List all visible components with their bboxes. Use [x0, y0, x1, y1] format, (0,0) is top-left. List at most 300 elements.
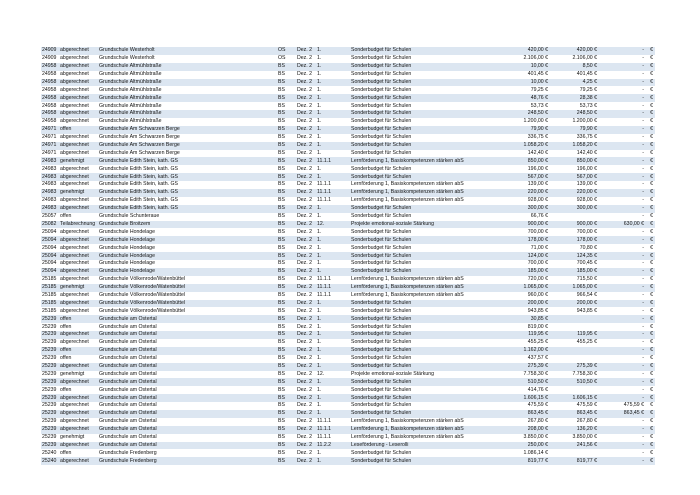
cell-status: abgerechnet — [59, 94, 98, 102]
table-row — [41, 426, 655, 434]
cell-status: genehmigt — [59, 284, 98, 292]
cell-purpose: Sonderbudget für Schulen — [351, 134, 412, 141]
cell-amount-requested: 943,85 € — [527, 307, 548, 314]
cell-status: abgerechnet — [60, 55, 89, 62]
cell-code: 11.2.2 — [316, 442, 350, 450]
cell-type: BS — [278, 323, 285, 330]
cell-amount-approved: 196,00 € — [576, 165, 597, 172]
cell-id: 25239 — [42, 433, 57, 440]
cell-date: Dez. 2 — [296, 331, 316, 339]
table-row — [41, 181, 655, 189]
cell-amount-billed: - — [598, 47, 645, 55]
cell-amount-requested: 1.200,00 € — [523, 118, 548, 125]
cell-purpose: Sonderbudget für Schulen — [351, 165, 412, 172]
cell-amount-requested: 863,45 € — [490, 410, 549, 418]
cell-code: 1. — [316, 347, 350, 355]
table-row — [41, 378, 655, 386]
cell-type: BS — [277, 142, 296, 150]
cell-amount-requested: 178,00 € — [490, 236, 549, 244]
cell-date: Dez. 2 — [297, 276, 312, 283]
cell-code: 12. — [316, 221, 350, 229]
cell-code: 11.1.1 — [317, 197, 332, 204]
table-row — [41, 363, 655, 371]
cell-code: 1. — [316, 63, 350, 71]
cell-amount-requested: 200,00 € — [490, 300, 549, 308]
cell-currency: € — [645, 363, 655, 371]
cell-school: Grundschule Westerholt — [99, 55, 155, 62]
cell-amount-billed: - — [598, 252, 645, 260]
cell-type: BS — [277, 94, 296, 102]
cell-type: BS — [277, 236, 296, 244]
cell-date: Dez. 2 — [296, 189, 316, 197]
cell-school: Grundschule am Ostertal — [98, 315, 277, 323]
cell-currency: € — [645, 426, 655, 434]
cell-purpose: Lernförderung 1, Basiskompetenzen stärken abS — [350, 284, 490, 292]
cell-type: BS — [278, 181, 285, 188]
cell-school: Grundschule am Ostertal — [98, 363, 277, 371]
cell-purpose: Sonderbudget für Schulen — [350, 173, 490, 181]
cell-id: 24958 — [41, 110, 59, 118]
cell-type: OS — [278, 55, 286, 62]
cell-amount-billed: - — [598, 347, 645, 355]
cell-id: 24983 — [41, 205, 59, 213]
cell-currency: € — [650, 307, 653, 314]
cell-id: 25239 — [41, 394, 59, 402]
cell-status: abgerechnet — [60, 118, 89, 125]
cell-amount-approved: 241,56 € — [549, 442, 598, 450]
cell-amount-requested: 437,57 € — [527, 355, 548, 362]
cell-amount-billed: - — [598, 189, 645, 197]
cell-status: offen — [60, 386, 72, 393]
cell-date: Dez. 2 — [296, 300, 316, 308]
cell-id: 24958 — [41, 79, 59, 87]
cell-type: BS — [277, 173, 296, 181]
table-row — [41, 244, 655, 252]
cell-amount-billed: - — [598, 426, 645, 434]
cell-code: 1. — [316, 410, 350, 418]
cell-amount-billed: - — [642, 71, 644, 78]
cell-currency: € — [650, 134, 653, 141]
table-row — [41, 315, 655, 323]
cell-amount-requested: 10,00 € — [490, 79, 549, 87]
cell-status: abgerechnet — [60, 197, 89, 204]
cell-amount-billed: - — [598, 457, 645, 465]
cell-amount-approved: 420,00 € — [549, 47, 598, 55]
cell-status: offen — [60, 449, 72, 456]
table-row — [41, 307, 655, 315]
cell-amount-approved: 900,00 € — [549, 221, 598, 229]
cell-date: Dez. 2 — [297, 55, 312, 62]
cell-date: Dez. 2 — [297, 197, 312, 204]
cell-school: Grundschule Hondelage — [99, 228, 155, 235]
cell-purpose: Projekte emotional-soziale Stärkung — [350, 221, 490, 229]
table-row — [41, 157, 655, 165]
cell-school: Grundschule Altmühlstraße — [98, 79, 277, 87]
cell-school: Grundschule am Ostertal — [98, 442, 277, 450]
cell-date: Dez. 2 — [296, 221, 316, 229]
cell-school: Grundschule Westerholt — [98, 47, 277, 55]
cell-amount-billed: - — [598, 363, 645, 371]
cell-school: Grundschule Am Schwarzen Berge — [98, 142, 277, 150]
cell-amount-billed: - — [598, 331, 645, 339]
table-row — [41, 449, 655, 457]
table-row — [41, 252, 655, 260]
cell-amount-billed: - — [642, 213, 644, 220]
cell-amount-billed: - — [642, 323, 644, 330]
cell-amount-approved: 70,80 € — [579, 244, 597, 251]
cell-code: 1. — [316, 142, 350, 150]
cell-type: BS — [278, 134, 285, 141]
table-row — [41, 228, 655, 236]
table-row — [41, 110, 655, 118]
cell-date: Dez. 2 — [297, 291, 312, 298]
cell-id: 25239 — [42, 402, 57, 409]
cell-date: Dez. 2 — [296, 252, 316, 260]
cell-code: 11.1.1 — [317, 276, 332, 283]
cell-id: 25239 — [41, 315, 59, 323]
cell-amount-requested: 336,75 € — [527, 134, 548, 141]
cell-type: BS — [278, 291, 285, 298]
cell-amount-approved: 28,38 € — [549, 94, 598, 102]
cell-amount-approved: 124,35 € — [549, 252, 598, 260]
cell-purpose: Sonderbudget für Schulen — [350, 63, 490, 71]
cell-purpose: Sonderbudget für Schulen — [351, 307, 412, 314]
cell-type: BS — [278, 244, 285, 251]
cell-currency: € — [645, 347, 655, 355]
cell-type: BS — [278, 386, 285, 393]
cell-id: 25239 — [42, 418, 57, 425]
cell-id: 24971 — [41, 126, 59, 134]
cell-currency: € — [650, 323, 653, 330]
cell-amount-requested: 7.758,30 € — [523, 370, 548, 377]
cell-purpose: Lernförderung 1, Basiskompetenzen stärken abS — [351, 291, 464, 298]
cell-type: BS — [277, 284, 296, 292]
cell-amount-requested: 1.058,20 € — [490, 142, 549, 150]
cell-purpose: Sonderbudget für Schulen — [351, 118, 412, 125]
table-row — [41, 86, 655, 94]
cell-amount-requested: 30,85 € — [490, 315, 549, 323]
cell-amount-billed: - — [598, 142, 645, 150]
cell-amount-approved: 178,00 € — [549, 236, 598, 244]
cell-amount-approved: 4,25 € — [549, 79, 598, 87]
cell-amount-requested: 1.606,15 € — [490, 394, 549, 402]
cell-type: BS — [278, 102, 285, 109]
cell-status: abgerechnet — [59, 47, 98, 55]
cell-id: 24958 — [41, 94, 59, 102]
cell-status: offen — [60, 323, 72, 330]
cell-amount-approved: 1.058,20 € — [549, 142, 598, 150]
table-row — [41, 371, 655, 379]
cell-currency: € — [645, 442, 655, 450]
cell-amount-billed: - — [598, 126, 645, 134]
cell-amount-billed: - — [642, 449, 644, 456]
cell-purpose: Sonderbudget für Schulen — [350, 363, 490, 371]
cell-currency: € — [645, 300, 655, 308]
cell-school: Grundschule am Ostertal — [99, 370, 157, 377]
cell-date: Dez. 2 — [297, 71, 312, 78]
cell-type: BS — [278, 307, 285, 314]
cell-type: BS — [278, 86, 285, 93]
cell-purpose: Lernförderung 1, Basiskompetenzen stärken abS — [351, 433, 464, 440]
cell-id: 24983 — [42, 181, 57, 188]
cell-amount-billed: - — [642, 433, 644, 440]
cell-amount-billed: - — [642, 149, 644, 156]
cell-amount-requested: 10,00 € — [490, 63, 549, 71]
cell-currency: € — [645, 378, 655, 386]
cell-id: 25094 — [41, 268, 59, 276]
cell-type: BS — [278, 149, 285, 156]
cell-currency: € — [650, 291, 653, 298]
cell-school: Grundschule Völkenrode/Watenbüttel — [98, 300, 277, 308]
cell-amount-billed: - — [598, 315, 645, 323]
table-row — [41, 126, 655, 134]
cell-purpose: Sonderbudget für Schulen — [350, 252, 490, 260]
cell-amount-approved: 1.606,15 € — [549, 394, 598, 402]
cell-amount-requested: 208,00 € — [490, 426, 549, 434]
cell-amount-requested: 960,00 € — [527, 291, 548, 298]
table-row — [41, 221, 655, 229]
cell-purpose: Sonderbudget für Schulen — [350, 315, 490, 323]
cell-amount-requested: 1.065,00 € — [490, 284, 549, 292]
table-row — [41, 63, 655, 71]
cell-type: BS — [277, 426, 296, 434]
cell-status: abgerechnet — [60, 149, 89, 156]
cell-amount-billed: 630,00 € — [598, 221, 645, 229]
cell-amount-billed: - — [598, 442, 645, 450]
cell-date: Dez. 2 — [296, 347, 316, 355]
cell-id: 25239 — [42, 370, 57, 377]
cell-currency: € — [650, 276, 653, 283]
cell-type: BS — [277, 252, 296, 260]
cell-school: Grundschule Altmühlstraße — [99, 118, 162, 125]
cell-amount-requested: 300,00 € — [490, 205, 549, 213]
table-row — [41, 165, 655, 173]
cell-id: 24909 — [42, 55, 57, 62]
cell-school: Grundschule am Ostertal — [98, 331, 277, 339]
cell-purpose: Sonderbudget für Schulen — [351, 244, 412, 251]
table-row — [41, 173, 655, 181]
cell-code: 1. — [317, 71, 322, 78]
cell-id: 25185 — [41, 284, 59, 292]
table-row — [41, 260, 655, 268]
cell-amount-requested: 250,00 € — [490, 442, 549, 450]
cell-status: abgerechnet — [59, 252, 98, 260]
cell-amount-billed: - — [642, 418, 644, 425]
cell-code: 1. — [317, 307, 322, 314]
cell-status: abgerechnet — [60, 418, 89, 425]
cell-purpose: Sonderbudget für Schulen — [351, 339, 412, 346]
cell-currency: € — [645, 205, 655, 213]
cell-amount-requested: 196,00 € — [527, 165, 548, 172]
cell-id: 25239 — [41, 331, 59, 339]
cell-date: Dez. 2 — [297, 165, 312, 172]
cell-code: 1. — [317, 86, 322, 93]
cell-amount-billed: - — [642, 339, 644, 346]
table-row — [41, 118, 655, 126]
cell-amount-requested: 142,40 € — [527, 149, 548, 156]
cell-date: Dez. 2 — [296, 205, 316, 213]
cell-type: BS — [278, 276, 285, 283]
cell-id: 25094 — [42, 260, 57, 267]
cell-date: Dez. 2 — [296, 394, 316, 402]
cell-status: abgerechnet — [59, 426, 98, 434]
table-row — [41, 189, 655, 197]
cell-currency: € — [650, 86, 653, 93]
cell-amount-approved — [549, 315, 598, 323]
cell-code: 1. — [317, 402, 322, 409]
cell-amount-billed: - — [642, 102, 644, 109]
cell-amount-approved: 1.200,00 € — [572, 118, 597, 125]
cell-school: Grundschule Edith Stein, kath. GS — [99, 197, 179, 204]
cell-amount-billed: - — [598, 394, 645, 402]
cell-amount-billed: - — [642, 181, 644, 188]
cell-id: 25094 — [42, 244, 57, 251]
cell-amount-approved: 567,00 € — [549, 173, 598, 181]
cell-school: Grundschule am Ostertal — [99, 339, 157, 346]
table-row — [41, 402, 655, 410]
cell-code: 1. — [317, 355, 322, 362]
cell-amount-billed: - — [598, 157, 645, 165]
cell-status: abgerechnet — [60, 291, 89, 298]
cell-code: 11.1.1 — [316, 189, 350, 197]
cell-school: Grundschule am Ostertal — [98, 347, 277, 355]
cell-amount-approved: 119,95 € — [549, 331, 598, 339]
budget-table — [41, 47, 655, 465]
cell-status: abgerechnet — [59, 363, 98, 371]
cell-date: Dez. 2 — [296, 457, 316, 465]
cell-amount-requested: 248,50 € — [490, 110, 549, 118]
cell-amount-approved: 136,20 € — [549, 426, 598, 434]
cell-id: 24983 — [41, 173, 59, 181]
cell-currency: € — [645, 284, 655, 292]
cell-type: BS — [277, 347, 296, 355]
cell-purpose: Sonderbudget für Schulen — [350, 94, 490, 102]
cell-type: BS — [277, 315, 296, 323]
cell-amount-billed: - — [642, 386, 644, 393]
cell-status: abgerechnet — [59, 394, 98, 402]
cell-code: 1. — [316, 394, 350, 402]
cell-amount-requested: 928,00 € — [527, 197, 548, 204]
cell-id: 25240 — [42, 449, 57, 456]
cell-amount-requested: 267,80 € — [527, 418, 548, 425]
cell-purpose: Lernförderung 1, Basiskompetenzen stärken abS — [351, 181, 464, 188]
cell-currency: € — [650, 55, 653, 62]
cell-code: 1. — [316, 79, 350, 87]
cell-code: 1. — [317, 102, 322, 109]
cell-amount-billed: - — [598, 300, 645, 308]
cell-status: abgerechnet — [60, 260, 89, 267]
cell-status: abgerechnet — [60, 228, 89, 235]
cell-type: BS — [277, 394, 296, 402]
table-row — [41, 150, 655, 158]
cell-id: 25185 — [42, 291, 57, 298]
cell-amount-requested: 700,00 € — [527, 228, 548, 235]
cell-amount-approved: 248,50 € — [549, 110, 598, 118]
cell-purpose: Sonderbudget für Schulen — [350, 126, 490, 134]
cell-school: Grundschule Am Schwarzen Berge — [99, 134, 180, 141]
cell-amount-requested: 1.162,00 € — [490, 347, 549, 355]
cell-amount-approved — [549, 355, 598, 363]
cell-purpose: Sonderbudget für Schulen — [351, 323, 412, 330]
cell-status: abgerechnet — [59, 268, 98, 276]
cell-amount-requested: 475,59 € — [527, 402, 548, 409]
cell-school: Grundschule Schunteraue — [99, 213, 160, 220]
cell-type: BS — [277, 110, 296, 118]
cell-date: Dez. 2 — [296, 284, 316, 292]
cell-purpose: Sonderbudget für Schulen — [350, 110, 490, 118]
cell-id: 24958 — [41, 63, 59, 71]
cell-code: 1. — [317, 213, 322, 220]
cell-amount-billed: - — [598, 236, 645, 244]
cell-currency: € — [645, 394, 655, 402]
cell-amount-requested: 124,00 € — [490, 252, 549, 260]
cell-id: 24971 — [41, 142, 59, 150]
table-row — [41, 94, 655, 102]
cell-id: 24909 — [41, 47, 59, 55]
cell-id: 25239 — [42, 323, 57, 330]
cell-amount-requested: 900,00 € — [490, 221, 549, 229]
cell-purpose: Lernförderung 1, Basiskompetenzen stärken abS — [351, 197, 464, 204]
cell-status: abgerechnet — [60, 102, 89, 109]
cell-amount-approved: 275,39 € — [549, 363, 598, 371]
cell-currency: € — [645, 331, 655, 339]
cell-status: abgerechnet — [59, 331, 98, 339]
table-row — [41, 276, 655, 284]
cell-amount-approved — [549, 386, 598, 394]
cell-status: abgerechnet — [59, 300, 98, 308]
cell-date: Dez. 2 — [297, 244, 312, 251]
cell-school: Grundschule Altmühlstraße — [98, 110, 277, 118]
cell-school: Grundschule Hondelage — [98, 252, 277, 260]
cell-date: Dez. 2 — [296, 236, 316, 244]
cell-status: Teilabrechnung — [59, 221, 98, 229]
cell-amount-approved: 220,00 € — [549, 189, 598, 197]
cell-status: abgerechnet — [60, 165, 89, 172]
cell-purpose: Projekte emotional-soziale Stärkung — [351, 370, 435, 377]
cell-amount-approved: 700,45 € — [576, 260, 597, 267]
cell-amount-requested: 700,00 € — [527, 260, 548, 267]
cell-amount-requested: 2.106,00 € — [523, 55, 548, 62]
cell-amount-approved — [549, 449, 598, 457]
cell-status: abgerechnet — [59, 110, 98, 118]
cell-currency: € — [650, 213, 653, 220]
cell-amount-requested: 414,76 € — [527, 386, 548, 393]
cell-date: Dez. 2 — [296, 442, 316, 450]
cell-code: 1. — [316, 457, 350, 465]
cell-type: BS — [277, 378, 296, 386]
cell-date: Dez. 2 — [297, 260, 312, 267]
cell-purpose: Sonderbudget für Schulen — [351, 355, 412, 362]
cell-id: 25082 — [41, 221, 59, 229]
cell-amount-approved: 142,40 € — [576, 149, 597, 156]
table-row — [41, 55, 655, 63]
cell-id: 25239 — [41, 363, 59, 371]
cell-status: abgerechnet — [60, 276, 89, 283]
cell-status: abgerechnet — [59, 142, 98, 150]
cell-currency: € — [650, 244, 653, 251]
cell-date: Dez. 2 — [296, 157, 316, 165]
cell-date: Dez. 2 — [296, 126, 316, 134]
cell-type: BS — [277, 363, 296, 371]
cell-school: Grundschule am Ostertal — [99, 386, 157, 393]
cell-school: Grundschule Völkenrode/Watenbüttel — [98, 284, 277, 292]
cell-type: BS — [277, 268, 296, 276]
cell-status: abgerechnet — [60, 244, 89, 251]
cell-status: offen — [60, 213, 72, 220]
cell-amount-billed: 863,45 € — [598, 410, 645, 418]
cell-amount-approved: 1.065,00 € — [549, 284, 598, 292]
cell-amount-approved — [549, 213, 598, 221]
